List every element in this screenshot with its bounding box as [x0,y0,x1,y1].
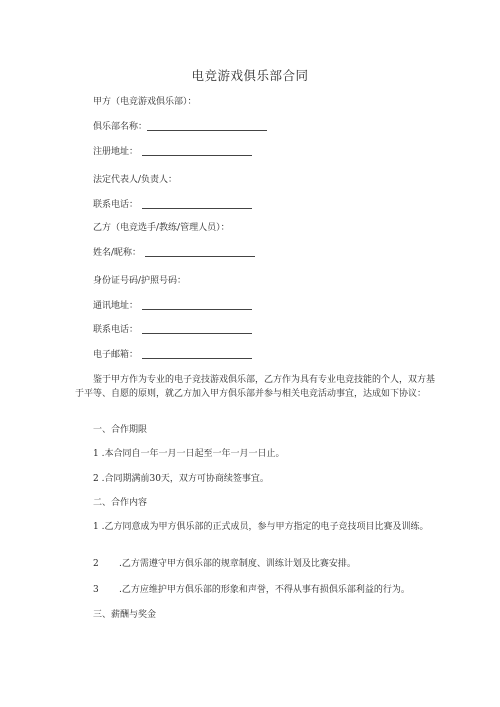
mailing-address-field [93,300,252,312]
party-a-heading: 甲方（电竞游戏俱乐部）： [93,97,197,107]
name-field [93,247,255,259]
party-b-phone-field [93,324,252,336]
clause-text: .合同期满前30天，双方可协商续签事宜。 [101,474,269,484]
clause-item [93,473,269,485]
club-name-label: 俱乐部名称： [93,122,148,132]
club-name-blank[interactable] [147,121,267,131]
clause-number: 1 [93,449,99,459]
clause-number: 3 [93,585,99,595]
clause-item [93,448,284,460]
party-b-heading: 乙方（电竞选手/教练/管理人员）： [93,223,230,233]
clause-number: 1 [93,522,99,532]
section-heading: 二、合作内容 [93,498,148,508]
name-label: 姓名/昵称： [93,248,142,258]
clause-number: 2 [93,559,99,569]
id-number-label: 身份证号码/护照号码： [93,276,187,286]
party-a-phone-field [93,199,252,211]
representative-label: 法定代表人/负责人： [93,175,178,185]
clause-text: .乙方应维护甲方俱乐部的形象和声誉，不得从事有损俱乐部利益的行为。 [119,585,410,595]
clause-text: .乙方同意成为甲方俱乐部的正式成员，参与甲方指定的电子竞技项目比赛及训练。 [101,522,429,532]
party-a-phone-blank[interactable] [142,199,252,209]
club-name-field [93,121,267,133]
clause-text: .本合同自一年一月一日起至一年一月一日止。 [101,449,285,459]
registered-address-blank[interactable] [142,146,252,156]
section-heading: 一、合作期限 [93,425,148,435]
id-number-field [93,275,186,287]
clause-item [93,584,410,596]
clause-number: 2 [93,474,99,484]
email-field [93,349,252,361]
registered-address-label: 注册地址： [93,147,139,157]
clause-item [75,520,435,534]
clause-text: .乙方需遵守甲方俱乐部的规章制度、训练计划及比赛安排。 [119,559,356,569]
registered-address-field [93,146,252,158]
section-heading: 三、薪酬与奖金 [93,610,157,620]
name-blank[interactable] [145,247,255,257]
representative-field [93,174,177,186]
party-a-phone-label: 联系电话： [93,200,139,210]
mailing-address-blank[interactable] [142,300,252,310]
mailing-address-label: 通讯地址： [93,301,139,311]
party-b-phone-label: 联系电话： [93,325,139,335]
email-label: 电子邮箱： [93,350,139,360]
clause-item [93,558,356,570]
preamble-paragraph: 鉴于甲方作为专业的电子竞技游戏俱乐部，乙方作为具有专业电竞技能的个人，双方基于平等、自愿的原则，就乙方加入甲方俱乐部并参与相关电竞活动事宜，达成如下协议： [75,375,436,399]
email-blank[interactable] [142,349,252,359]
document-title: 电竞游戏俱乐部合同 [191,68,309,83]
party-b-phone-blank[interactable] [142,324,252,334]
